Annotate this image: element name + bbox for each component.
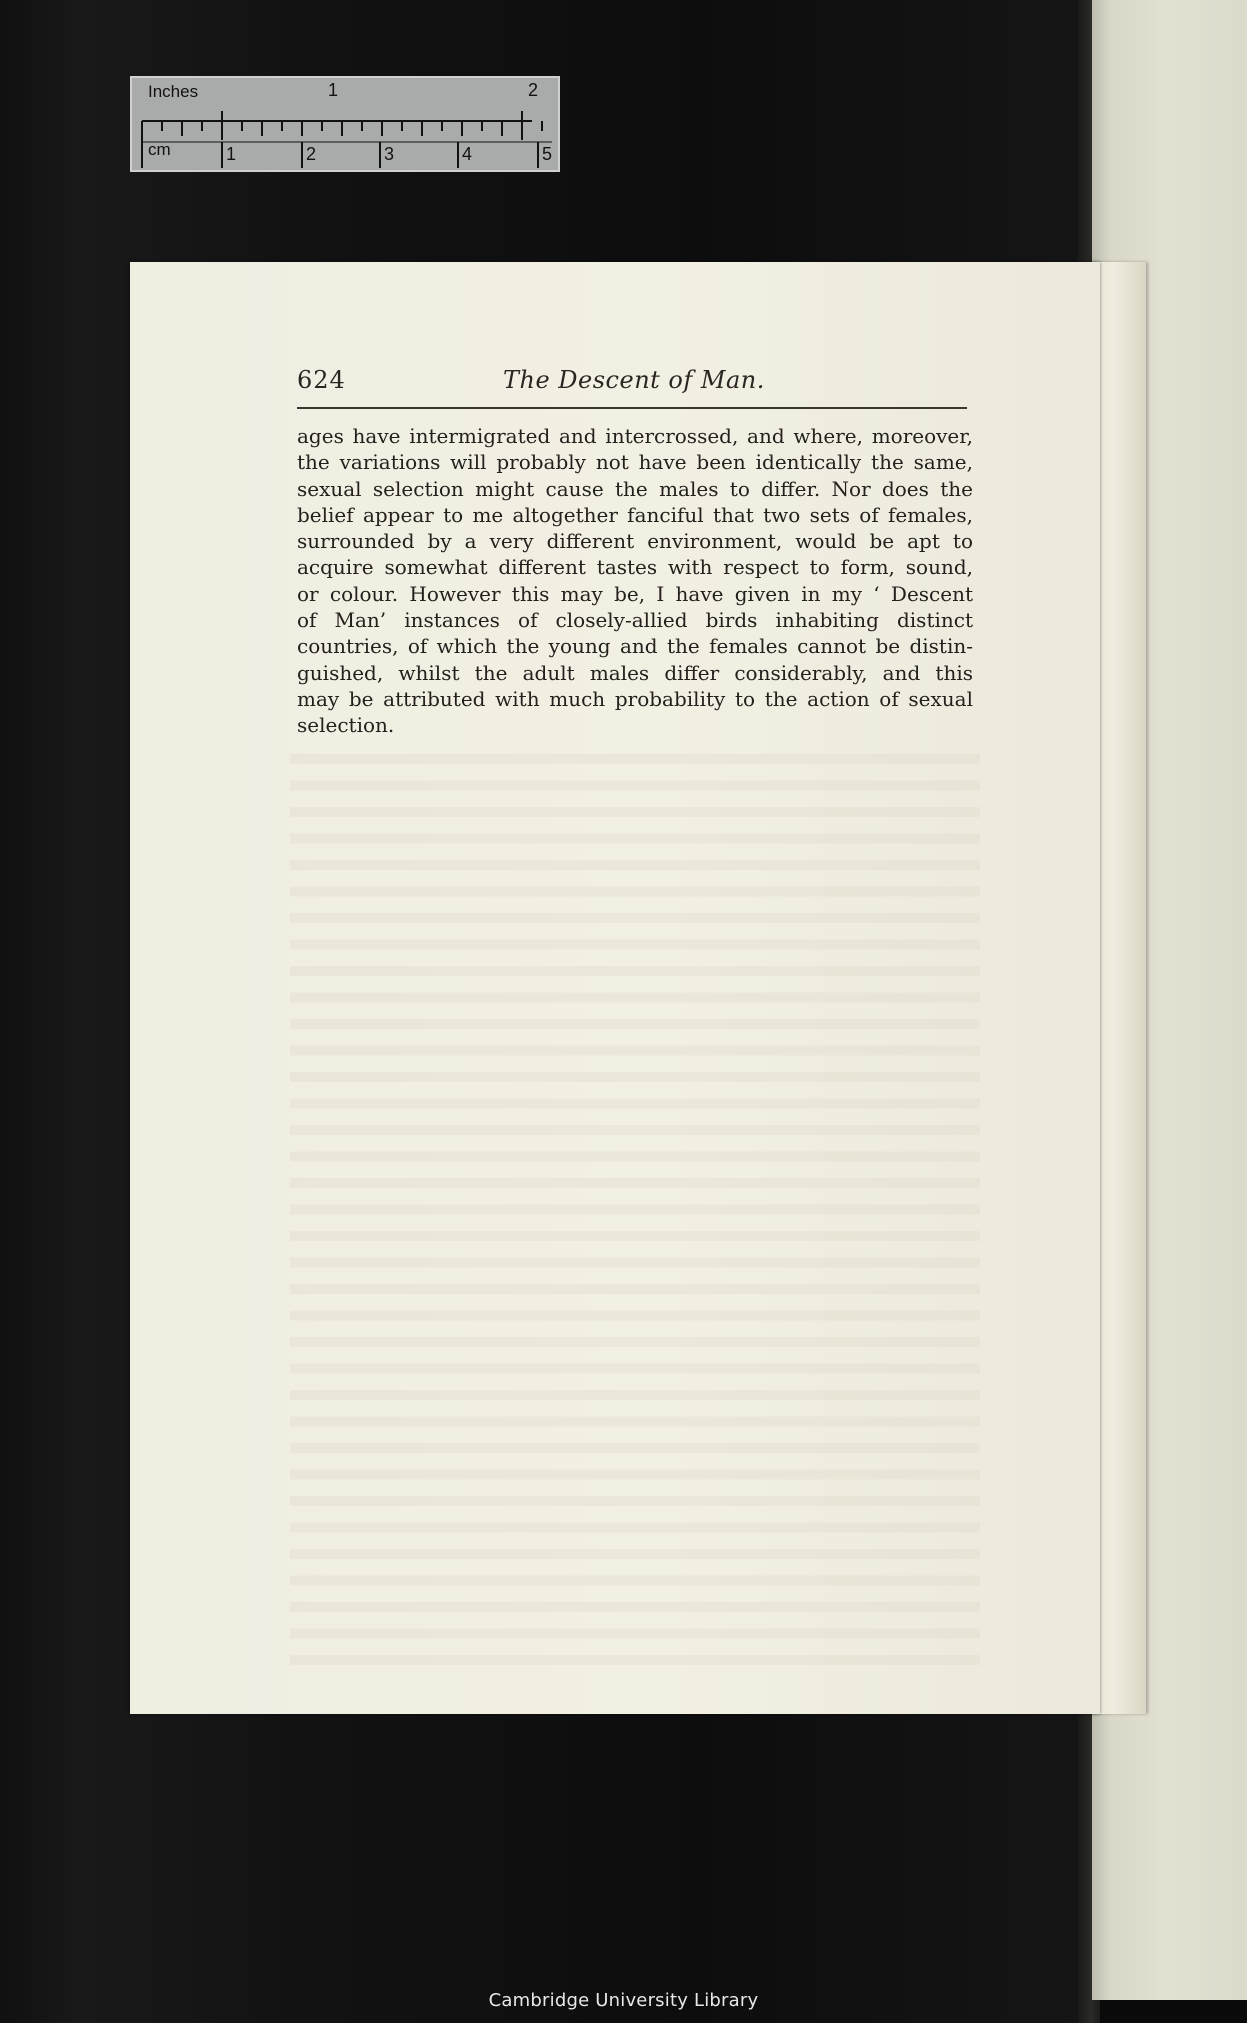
running-head: The Descent of Man. xyxy=(503,366,765,394)
text-line: surrounded by a very different environment, would be apt to xyxy=(297,529,973,554)
scale-inch-mark: 1 xyxy=(328,80,339,100)
text-line: the variations will probably not have been identically the same, xyxy=(297,450,973,475)
text-line: of Man’ instances of closely-allied birds inhabiting distinct xyxy=(297,608,973,633)
header-rule xyxy=(297,407,967,409)
scale-inches-label: Inches xyxy=(148,82,199,101)
text-line: belief appear to me altogether fanciful that two sets of females, xyxy=(297,502,973,527)
text-line: ages have intermigrated and intercrossed, and where, moreover, xyxy=(297,424,973,448)
scale-cm-mark: 3 xyxy=(384,144,395,164)
scale-inch-mark: 2 xyxy=(528,80,539,100)
text-line: guished, whilst the adult males differ considerably, and this xyxy=(297,660,973,685)
text-line: or colour. However this may be, I have given in my ‘ Descent xyxy=(297,581,973,606)
text-line: countries, of which the young and the females cannot be distin- xyxy=(297,634,973,659)
library-credit: Cambridge University Library xyxy=(488,1990,759,2011)
page-header xyxy=(297,366,967,406)
measurement-scale xyxy=(130,76,560,172)
scale-cm-label: cm xyxy=(148,140,171,159)
text-line: may be attributed with much probability to the action of sexual xyxy=(297,686,973,711)
page-number: 624 xyxy=(297,366,346,394)
body-text xyxy=(297,423,973,739)
scale-cm-mark: 4 xyxy=(462,144,473,164)
scale-cm-mark: 1 xyxy=(226,144,237,164)
text-line: acquire somewhat different tastes with respect to form, sound, xyxy=(297,555,973,580)
scale-cm-mark: 5 xyxy=(542,144,553,164)
scale-cm-mark: 2 xyxy=(306,144,317,164)
text-line: sexual selection might cause the males to differ. Nor does the xyxy=(297,476,973,501)
show-through-text xyxy=(290,740,980,1670)
text-line: selection. xyxy=(297,713,395,738)
